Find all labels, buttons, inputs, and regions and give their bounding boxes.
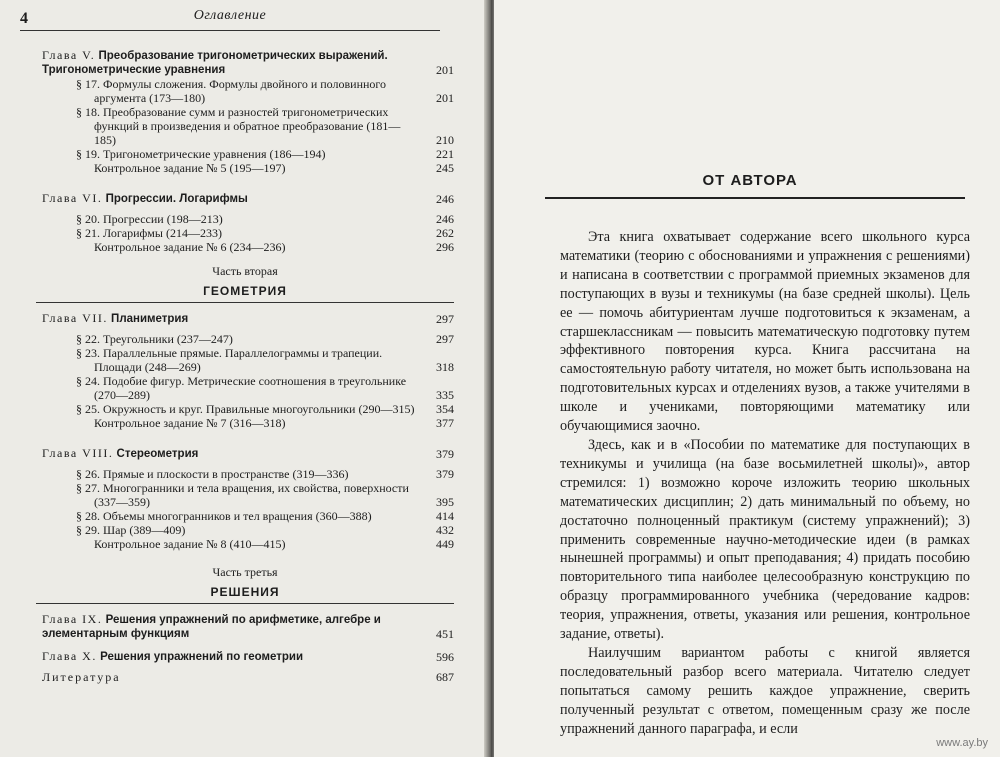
page-ref: 297 [436, 312, 454, 326]
literature-title: Литература [42, 670, 121, 684]
section-title: § 23. Параллельные прямые. Параллелограммы и трапеции. Площади (248—269) [76, 346, 383, 374]
part-2-title: ГЕОМЕТРИЯ [203, 284, 287, 298]
chapter-title: Планиметрия [111, 313, 189, 325]
section-title: § 17. Формулы сложения. Формулы двойного и половинного аргумента (173—180) [76, 77, 387, 105]
control-title: Контрольное задание № 8 (410—415) [94, 537, 286, 551]
running-head [20, 8, 440, 27]
page-ref: 297 [436, 332, 454, 346]
section-title: § 19. Тригонометрические уравнения (186—194) [76, 147, 326, 161]
page-ref: 262 [436, 226, 454, 240]
watermark: www.ay.by [936, 737, 988, 749]
toc-section-20 [54, 212, 454, 226]
page-ref: 432 [436, 523, 454, 537]
page-ref: 379 [436, 447, 454, 461]
toc-section-26 [54, 467, 454, 481]
section-title: § 24. Подобие фигур. Метрические соотношения в треугольнике (270—289) [76, 374, 407, 402]
page-ref: 395 [436, 495, 454, 509]
page-ref: 221 [436, 147, 454, 161]
page-ref: 201 [436, 91, 454, 105]
page-ref: 687 [436, 670, 454, 684]
preface-paragraph-2: Здесь, как и в «Пособии по математике для поступающих в техникумы и училища (на базе восьмилетней школы)», автор стремился: 1) возможно короче изложить теорию школьных математических дисциплин; 2) дать минимальный по объему, но достаточно полноценный практикум (систему упражнений); 3) применить современные научно-методические идеи (в рамках нынешней программы) и опыт преподавания; 4) придать пособию повторительного типа наиболее целесообразную конструкцию по образцу программированного учебника (чередование кадров: теория, упражнения, ответы, указания или решения, контрольное задание, ответы). [560, 436, 970, 643]
page-ref: 246 [436, 212, 454, 226]
chapter-title: Стереометрия [116, 448, 199, 460]
heading-rule [545, 197, 965, 199]
page-ref: 335 [436, 388, 454, 402]
toc-chapter-8 [36, 446, 454, 461]
chapter-label: Глава VIII. [42, 446, 114, 460]
part-3-title: РЕШЕНИЯ [210, 585, 280, 599]
toc-control-5 [36, 161, 454, 175]
section-title: § 22. Треугольники (237—247) [76, 332, 233, 346]
page-ref: 354 [436, 402, 454, 416]
toc-control-8 [36, 537, 454, 551]
chapter-label: Глава V. [42, 48, 96, 62]
page-ref: 245 [436, 161, 454, 175]
toc-chapter-10 [36, 649, 454, 664]
page-ref: 379 [436, 467, 454, 481]
preface-body [560, 228, 970, 738]
page-ref: 451 [436, 627, 454, 641]
section-title: § 28. Объемы многогранников и тел вращения (360—388) [76, 509, 372, 523]
page-ref: 596 [436, 650, 454, 664]
toc-section-22 [54, 332, 454, 346]
toc-control-7 [36, 416, 454, 430]
preface-paragraph-1: Эта книга охватывает содержание всего школьного курса математики (теорию с обоснованиями и упражнения с решениями) и написана в соответствии с программой приемных экзаменов для поступающих в вузы и техникумы (на базе средней школы). Цель ее — помочь абитуриентам лучше подготовиться к экзаменам, а старшеклассникам — повысить математическую подготовку путем эффективного повторения курса. Книга рассчитана на самостоятельную работу читателя, но может быть использована на подготовительных курсах и отделениях вузов, а также учителями в школе и учениками, повторяющими математику или обучающимися заочно. [560, 229, 970, 435]
section-title: § 26. Прямые и плоскости в пространстве (319—336) [76, 467, 349, 481]
page-ref: 210 [436, 133, 454, 147]
part-3-label: Часть третья [212, 565, 278, 579]
running-head-rule [20, 30, 440, 31]
toc-section-18 [54, 105, 454, 147]
left-page [0, 0, 488, 757]
chapter-label: Глава VII. [42, 311, 108, 325]
toc-control-6 [36, 240, 454, 254]
toc-chapter-9 [36, 612, 454, 641]
toc-chapter-6 [36, 191, 454, 206]
section-title: § 27. Многогранники и тела вращения, их свойства, поверхности (337—359) [76, 481, 409, 509]
part-2-rule [36, 302, 454, 303]
table-of-contents [36, 40, 454, 684]
page-ref: 377 [436, 416, 454, 430]
running-head-title: Оглавление [193, 8, 267, 23]
preface-heading: ОТ АВТОРА [702, 172, 798, 189]
toc-chapter-7 [36, 311, 454, 326]
page-ref: 246 [436, 192, 454, 206]
chapter-title: Прогрессии. Логарифмы [105, 193, 248, 205]
chapter-title: Преобразование тригонометрических выражений. Тригонометрические уравнения [42, 50, 388, 76]
toc-literature [36, 670, 454, 684]
section-title: § 21. Логарифмы (214—233) [76, 226, 222, 240]
page-ref: 296 [436, 240, 454, 254]
control-title: Контрольное задание № 7 (316—318) [94, 416, 286, 430]
chapter-label: Глава X. [42, 649, 97, 663]
section-title: § 25. Окружность и круг. Правильные многоугольники (290—315) [76, 402, 415, 416]
part-3-rule [36, 603, 454, 604]
chapter-title: Решения упражнений по арифметике, алгебре и элементарным функциям [42, 614, 381, 640]
control-title: Контрольное задание № 5 (195—197) [94, 161, 286, 175]
section-title: § 20. Прогрессии (198—213) [76, 212, 223, 226]
control-title: Контрольное задание № 6 (234—236) [94, 240, 286, 254]
toc-section-21 [54, 226, 454, 240]
page-ref: 318 [436, 360, 454, 374]
toc-section-27 [54, 481, 454, 509]
section-title: § 29. Шар (389—409) [76, 523, 186, 537]
toc-section-19 [54, 147, 454, 161]
page-ref: 201 [436, 63, 454, 77]
page-ref: 414 [436, 509, 454, 523]
section-title: § 18. Преобразование сумм и разностей тригонометрических функций в произведения и обратное преобразование (181—185) [76, 105, 401, 147]
toc-section-23 [54, 346, 454, 374]
part-2-label: Часть вторая [212, 264, 278, 278]
chapter-label: Глава IX. [42, 612, 103, 626]
preface-paragraph-3: Наилучшим вариантом работы с книгой является последовательный разбор всего материала. Читателю следует попытаться самому решить каждое упражнение, сверить полученный результат с ответом, помещенным сразу же после упражнений данного параграфа, и если [560, 644, 970, 737]
chapter-title: Решения упражнений по геометрии [100, 651, 304, 663]
chapter-label: Глава VI. [42, 191, 103, 205]
toc-section-29 [54, 523, 454, 537]
toc-section-24 [54, 374, 454, 402]
toc-chapter-5 [36, 48, 454, 77]
page-ref: 449 [436, 537, 454, 551]
toc-section-28 [54, 509, 454, 523]
toc-section-17 [54, 77, 454, 105]
page-number: 4 [20, 10, 28, 27]
toc-section-25 [54, 402, 454, 416]
